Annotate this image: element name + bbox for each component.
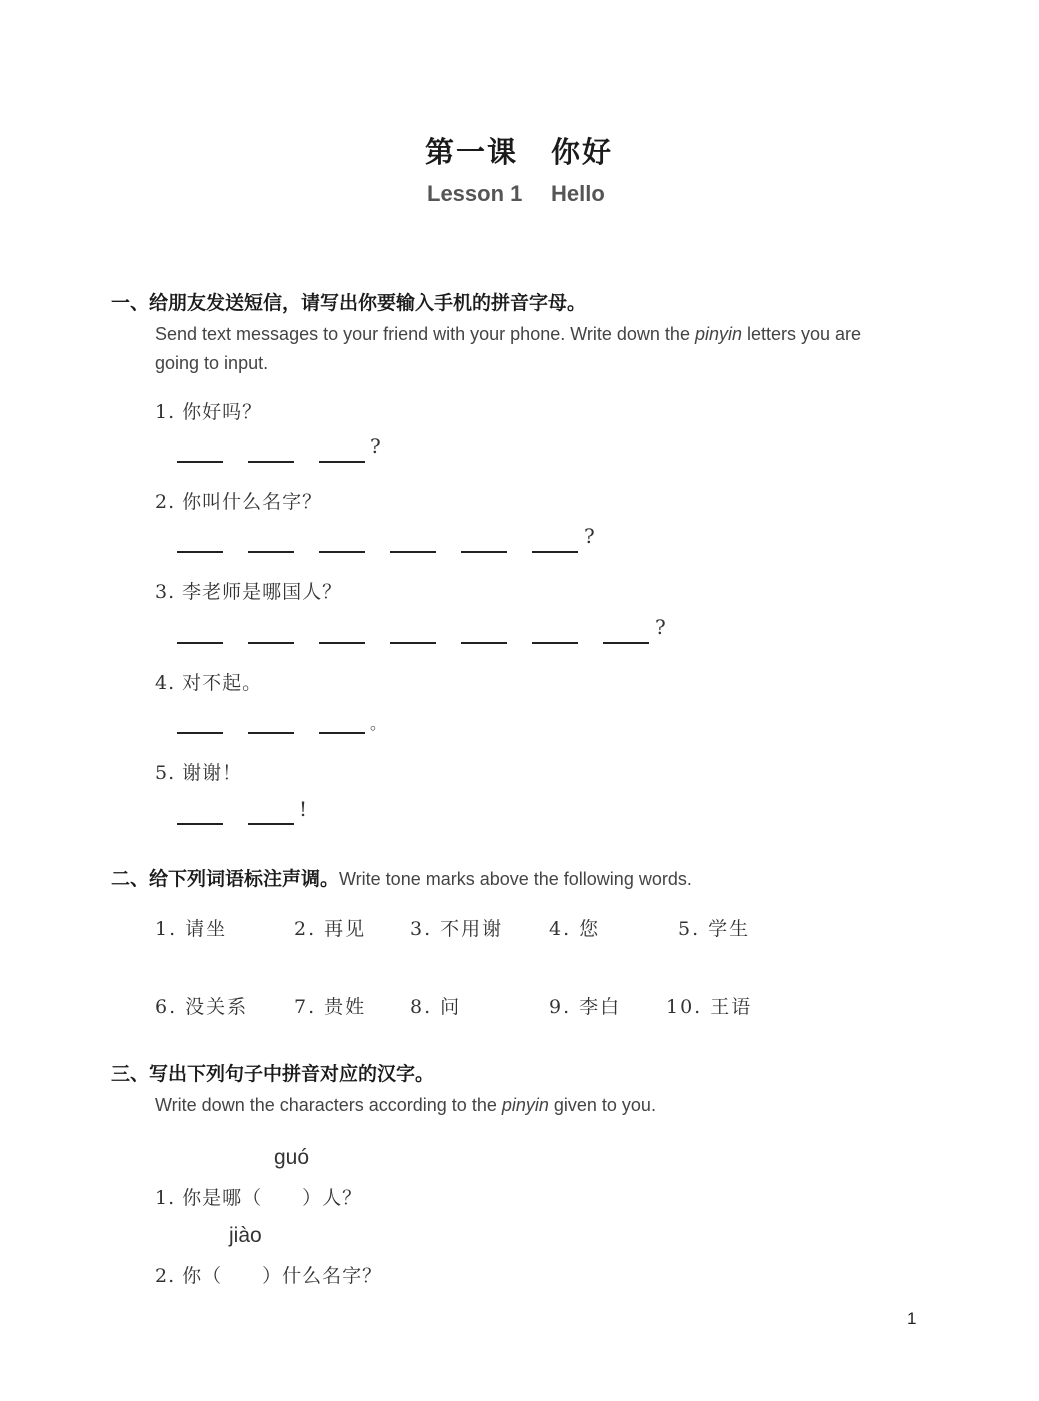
section2-heading-en: Write tone marks above the following words. <box>339 869 692 889</box>
answer-blank[interactable] <box>177 461 223 463</box>
answer-blank[interactable] <box>248 732 294 734</box>
answer-blank[interactable] <box>461 642 507 644</box>
answer-end-punct: 。 <box>370 714 387 733</box>
answer-blank[interactable] <box>461 551 507 553</box>
section1-heading: 一、给朋友发送短信，请写出你要输入手机的拼音字母。 <box>111 292 587 314</box>
section2-heading-cn: 二、给下列词语标注声调。 <box>111 868 340 890</box>
answer-end-punct: ? <box>655 615 666 639</box>
question-2: 2. 你叫什么名字？ <box>155 491 323 513</box>
answer-end-punct: ? <box>584 524 595 548</box>
answer-blank[interactable] <box>177 642 223 644</box>
answer-blank[interactable] <box>177 823 223 825</box>
pinyin-hint-2: jiào <box>229 1224 262 1247</box>
answer-blank[interactable] <box>603 642 649 644</box>
tone-word: 8. 问 <box>410 996 462 1018</box>
fill-sentence-1: 1. 你是哪（ ）人？ <box>155 1187 363 1209</box>
answer-blank[interactable] <box>319 551 365 553</box>
tone-word: 7. 贵姓 <box>294 996 367 1018</box>
tone-word: 3. 不用谢 <box>410 918 504 940</box>
tone-word: 10. 王语 <box>666 996 753 1018</box>
lesson-number-cn: 第一课 <box>425 135 519 169</box>
answer-blank[interactable] <box>319 642 365 644</box>
tone-word: 9. 李白 <box>549 996 622 1018</box>
question-4: 4. 对不起。 <box>155 672 263 694</box>
section3-instr-pre: Write down the characters according to the <box>155 1095 502 1115</box>
answer-blank[interactable] <box>248 461 294 463</box>
tone-word: 5. 学生 <box>678 918 751 940</box>
tone-word: 2. 再见 <box>294 918 367 940</box>
section1-instr-post: letters you are <box>742 324 862 344</box>
answer-blank[interactable] <box>177 732 223 734</box>
lesson-title-en: Hello <box>551 181 605 206</box>
section1-instr-pre: Send text messages to your friend with your phone. Write down the <box>155 324 695 344</box>
answer-blank[interactable] <box>248 823 294 825</box>
answer-blank[interactable] <box>532 642 578 644</box>
answer-end-punct: ! <box>299 797 308 821</box>
answer-blank[interactable] <box>319 732 365 734</box>
answer-blank[interactable] <box>248 551 294 553</box>
answer-blank[interactable] <box>177 551 223 553</box>
section1-instr-italic: pinyin <box>694 324 742 344</box>
lesson-number-en: Lesson 1 <box>427 181 523 206</box>
section3-instructions <box>155 1091 656 1120</box>
section2-heading <box>111 864 692 891</box>
section1-instructions-line2: going to input. <box>155 353 269 373</box>
tone-word: 6. 没关系 <box>155 996 249 1018</box>
answer-blank[interactable] <box>319 461 365 463</box>
section3-instr-italic: pinyin <box>501 1095 549 1115</box>
page-number: 1 <box>907 1309 917 1328</box>
answer-blank[interactable] <box>532 551 578 553</box>
question-5: 5. 谢谢！ <box>155 762 243 784</box>
section3-heading: 三、写出下列句子中拼音对应的汉字。 <box>111 1063 435 1085</box>
question-1: 1. 你好吗？ <box>155 401 263 423</box>
tone-word: 4. 您 <box>549 918 601 940</box>
section3-instr-post: given to you. <box>548 1095 656 1115</box>
answer-blank[interactable] <box>248 642 294 644</box>
lesson-title-cn: 你好 <box>551 135 614 169</box>
answer-blank[interactable] <box>390 551 436 553</box>
question-3: 3. 李老师是哪国人？ <box>155 581 343 603</box>
fill-sentence-2: 2. 你（ ）什么名字？ <box>155 1265 383 1287</box>
answer-blank[interactable] <box>390 642 436 644</box>
answer-end-punct: ? <box>370 434 381 458</box>
pinyin-hint-1: guó <box>274 1146 310 1169</box>
tone-word: 1. 请坐 <box>155 918 228 940</box>
section1-instructions <box>155 320 861 349</box>
